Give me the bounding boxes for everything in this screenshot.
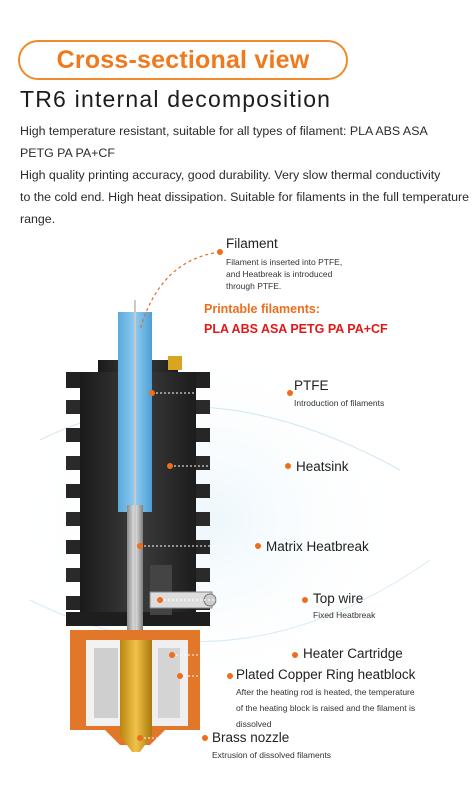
label-heatsink: Heatsink <box>296 459 349 474</box>
label-heatblock-desc-3: dissolved <box>236 719 272 729</box>
label-nozzle-desc: Extrusion of dissolved filaments <box>212 750 332 760</box>
label-printable-list: PLA ABS ASA PETG PA PA+CF <box>204 322 388 336</box>
description-line-1: High temperature resistant, suitable for all types of filament: PLA ABS ASA <box>20 124 428 138</box>
label-filament-desc-3: through PTFE. <box>226 281 282 291</box>
heatblock-shape <box>70 630 200 752</box>
label-heatblock-desc-2: of the heating block is raised and the filament is <box>236 703 416 713</box>
label-printable-title: Printable filaments: <box>204 302 320 316</box>
description-line-3: High quality printing accuracy, good durability. Very slow thermal conductivity <box>20 168 441 182</box>
page-subtitle: TR6 internal decomposition <box>20 86 332 112</box>
description-line-5: range. <box>20 212 56 226</box>
label-topwire-desc: Fixed Heatbreak <box>313 610 376 620</box>
label-ptfe: PTFE <box>294 378 329 393</box>
label-ptfe-desc: Introduction of filaments <box>294 398 385 408</box>
label-filament-desc-1: Filament is inserted into PTFE, <box>226 257 343 267</box>
description-line-2: PETG PA PA+CF <box>20 146 115 160</box>
page-title: Cross-sectional view <box>56 45 310 74</box>
label-cartridge: Heater Cartridge <box>303 646 403 661</box>
label-heatblock-desc-1: After the heating rod is heated, the temperature <box>236 687 415 697</box>
label-topwire: Top wire <box>313 591 364 606</box>
label-heatbreak: Matrix Heatbreak <box>266 539 369 554</box>
label-filament: Filament <box>226 236 278 251</box>
label-nozzle: Brass nozzle <box>212 730 290 745</box>
label-filament-desc-2: and Heatbreak is introduced <box>226 269 333 279</box>
description-line-4: to the cold end. High heat dissipation. Suitable for filaments in the full temperature <box>20 190 470 204</box>
label-heatblock: Plated Copper Ring heatblock <box>236 667 416 682</box>
